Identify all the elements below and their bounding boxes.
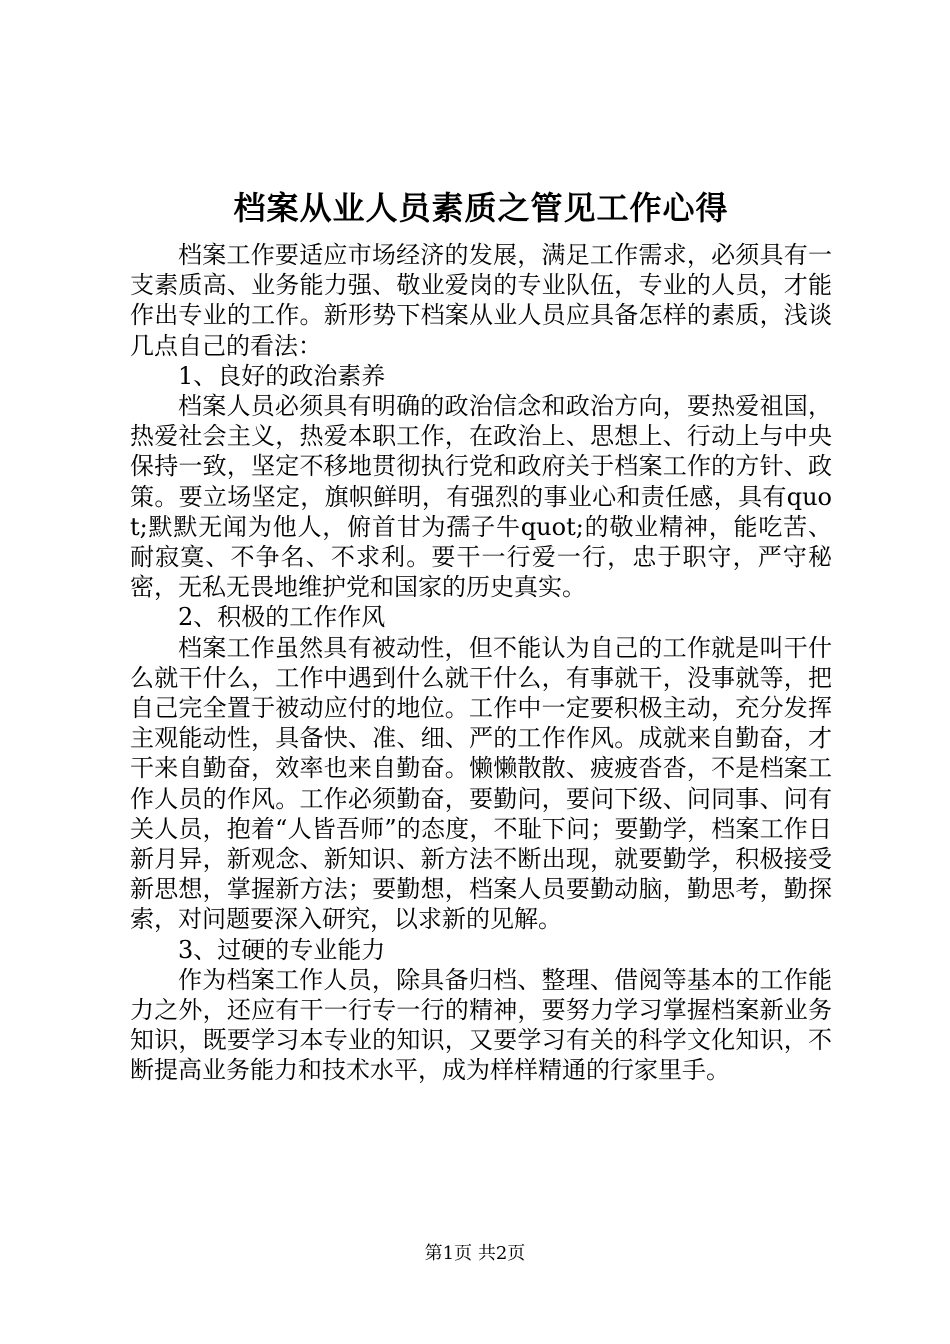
section-heading: 3、过硬的专业能力 bbox=[178, 935, 386, 964]
section-heading: 1、良好的政治素养 bbox=[178, 361, 386, 390]
intro-paragraph: 档案工作要适应市场经济的发展，满足工作需求，必须具有一支素质高、业务能力强、敬业爱岗的专业队伍，专业的人员，才能作出专业的工作。新形势下档案从业人员应具备怎样的素质，浅谈几点自己的看法： bbox=[130, 241, 832, 360]
document-title: 档案从业人员素质之管见工作心得 bbox=[233, 189, 729, 227]
page-number-footer: 第1页 共2页 bbox=[424, 1243, 526, 1264]
section-paragraph: 档案人员必须具有明确的政治信念和政治方向，要热爱祖国，热爱社会主义，热爱本职工作，在政治上、思想上、行动上与中央保持一致，坚定不移地贯彻执行党和政府关于档案工作的方针、政策。要立场坚定，旗帜鲜明，有强烈的事业心和责任感，具有quot;默默无闻为他人，俯首甘为孺子牛quot;的敬业精神，能吃苦、耐寂寞、不争名、不求利。要干一行爱一行，忠于职守，严守秘密，无私无畏地维护党和国家的历史真实。 bbox=[130, 392, 832, 602]
section-heading: 2、积极的工作作风 bbox=[178, 603, 386, 632]
document-page bbox=[130, 186, 832, 1086]
section-paragraph: 档案工作虽然具有被动性，但不能认为自己的工作就是叫干什么就干什么，工作中遇到什么就干什么，有事就干，没事就等，把自己完全置于被动应付的地位。工作中一定要积极主动，充分发挥主观能动性，具备快、准、细、严的工作作风。成就来自勤奋，才干来自勤奋，效率也来自勤奋。懒懒散散、疲疲沓沓，不是档案工作人员的作风。工作必须勤奋，要勤问，要问下级、问同事、问有关人员，抱着“人皆吾师”的态度，不耻下问；要勤学，档案工作日新月异，新观念、新知识、新方法不断出现，就要勤学，积极接受新思想，掌握新方法；要勤想，档案人员要勤动脑，勤思考，勤探索，对问题要深入研究，以求新的见解。 bbox=[130, 633, 832, 934]
section-paragraph: 作为档案工作人员，除具备归档、整理、借阅等基本的工作能力之外，还应有干一行专一行的精神，要努力学习掌握档案新业务知识，既要学习本专业的知识，又要学习有关的科学文化知识，不断提高业务能力和技术水平，成为样样精通的行家里手。 bbox=[130, 965, 832, 1085]
document-body bbox=[130, 240, 832, 1086]
